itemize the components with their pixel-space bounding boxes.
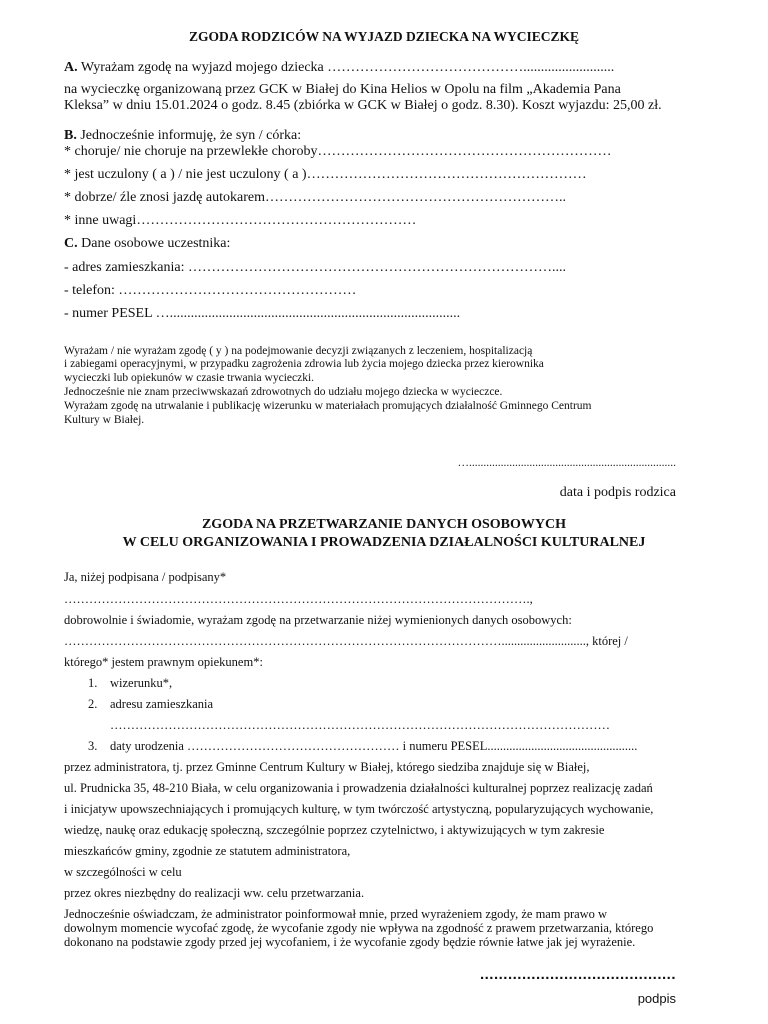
admin-text-line: mieszkańców gminy, zgodnie ze statutem administratora, bbox=[64, 844, 351, 858]
address-dots: ………………………………………………………………………………………………………… bbox=[110, 718, 610, 732]
page-title: ZGODA RODZICÓW NA WYJAZD DZIECKA NA WYCIECZKĘ bbox=[188, 29, 580, 44]
section-title: ZGODA NA PRZETWARZANIE DANYCH OSOBOWYCH bbox=[201, 517, 567, 532]
list-item-text: wizerunku*, bbox=[110, 676, 173, 690]
list-item bbox=[88, 697, 214, 712]
final-text-line: dowolnym momencie wycofać zgodę, że wycofanie zgody nie wpływa na zgodność z prawem przetwarzania, którego bbox=[64, 921, 654, 935]
admin-text-line: przez administratora, tj. przez Gminne Centrum Kultury w Białej, którego siedziba znajduje się w Białej, bbox=[64, 760, 590, 774]
list-item-text: adresu zamieszkania bbox=[110, 697, 214, 711]
section-a-text: Wyrażam zgodę na wyjazd mojego dziecka …………………………………….......................... bbox=[80, 60, 615, 75]
section-c-label: C. bbox=[64, 236, 78, 251]
trip-info-line-2: Kleksa” w dniu 15.01.2024 o godz. 8.45 (zbiórka w GCK w Białej o godz. 8.30). Koszt wyjazdu: 25,00 zł. bbox=[64, 98, 662, 113]
signature-label: podpis bbox=[637, 991, 676, 1006]
section-title: W CELU ORGANIZOWANIA I PROWADZENIA DZIAŁALNOŚCI KULTURALNEJ bbox=[122, 535, 646, 550]
list-item-text: daty urodzenia …………………………………………… i numeru PESEL................................................ bbox=[110, 739, 638, 753]
parent-signature-dots: …........................................................................ bbox=[457, 457, 676, 469]
health-item: * inne uwagi…………………………………………………… bbox=[64, 213, 417, 228]
section-c-text: Dane osobowe uczestnika: bbox=[81, 236, 231, 251]
section-b-line bbox=[64, 128, 301, 144]
section-c-line bbox=[64, 236, 230, 252]
final-text-line: Jednocześnie oświadczam, że administrator poinformował mnie, przed wyrażeniem zgody, że mam prawo w bbox=[64, 907, 608, 921]
consent-line: dobrowolnie i świadomie, wyrażam zgodę na przetwarzanie niżej wymienionych danych osobowych: bbox=[64, 613, 572, 627]
section-b-text: Jednocześnie informuję, że syn / córka: bbox=[80, 128, 302, 143]
participant-field: - telefon: …………………………………………… bbox=[64, 283, 357, 298]
consent-text-line: Jednocześnie nie znam przeciwwskazań zdrowotnych do udziału mojego dziecka w wycieczce. bbox=[64, 386, 503, 398]
consent-text-line: Wyrażam zgodę na utrwalanie i publikację wizerunku w materiałach promujących działalność Gminnego Centrum bbox=[64, 400, 592, 412]
admin-text-line: w szczególności w celu bbox=[64, 865, 182, 879]
consent-text-line: Kultury w Białej. bbox=[64, 414, 145, 426]
ward-dots: ……………………………………………………………………………………………..........................., której / bbox=[64, 634, 628, 648]
signature-dots: .......................................... bbox=[479, 966, 676, 983]
list-item-number: 3. bbox=[88, 739, 98, 753]
name-dots: …………………………………………………………………………………………………., bbox=[64, 592, 533, 606]
list-item-number: 2. bbox=[88, 697, 98, 711]
health-item: * choruje/ nie choruje na przewlekłe choroby……………………………………………………… bbox=[64, 144, 612, 159]
consent-text-line: wycieczki lub opiekunów w czasie trwania wycieczki. bbox=[64, 372, 315, 384]
section-a-line bbox=[64, 60, 614, 76]
final-text-line: dokonano na podstawie zgody przed jej wycofaniem, i że wycofanie zgody będzie równie łatwe jak jej wyrażenie. bbox=[64, 935, 636, 949]
consent-text-line: i zabiegami operacyjnymi, w przypadku zagrożenia zdrowia lub życia mojego dziecka przez kierownika bbox=[64, 358, 544, 370]
ward-line: którego* jestem prawnym opiekunem*: bbox=[64, 655, 263, 669]
trip-info-line-1: na wycieczkę organizowaną przez GCK w Białej do Kina Helios w Opolu na film „Akademia Pana bbox=[64, 82, 621, 97]
admin-text-line: wiedzę, naukę oraz edukację społeczną, szczególnie poprzez czytelnictwo, i aktywizujących w tym zakresie bbox=[64, 823, 605, 837]
section-b-label: B. bbox=[64, 128, 77, 143]
admin-text-line: i inicjatyw upowszechniających i promujących kulturę, w tym twórczość artystyczną, popularyzujących wychowanie, bbox=[64, 802, 654, 816]
list-item bbox=[88, 676, 173, 691]
list-item bbox=[88, 739, 638, 754]
consent-text-line: Wyrażam / nie wyrażam zgodę ( y ) na podejmowanie decyzji związanych z leczeniem, hospitalizacją bbox=[64, 345, 533, 357]
intro-text: Ja, niżej podpisana / podpisany* bbox=[64, 570, 227, 584]
section-a-label: A. bbox=[64, 60, 78, 75]
list-item-number: 1. bbox=[88, 676, 98, 690]
admin-text-line: ul. Prudnicka 35, 48-210 Biała, w celu organizowania i prowadzenia działalności kulturalnej poprzez realizację zadań bbox=[64, 781, 653, 795]
participant-field: - numer PESEL …................................................................................... bbox=[64, 306, 461, 321]
parent-signature-label: data i podpis rodzica bbox=[559, 485, 676, 500]
participant-field: - adres zamieszkania: …………………………………………………………………….... bbox=[64, 260, 566, 275]
admin-text-line: przez okres niezbędny do realizacji ww. celu przetwarzania. bbox=[64, 886, 365, 900]
health-item: * dobrze/ źle znosi jazdę autokarem……………………………………………………….. bbox=[64, 190, 566, 205]
health-item: * jest uczulony ( a ) / nie jest uczulony ( a )…………………………………………………… bbox=[64, 167, 587, 182]
